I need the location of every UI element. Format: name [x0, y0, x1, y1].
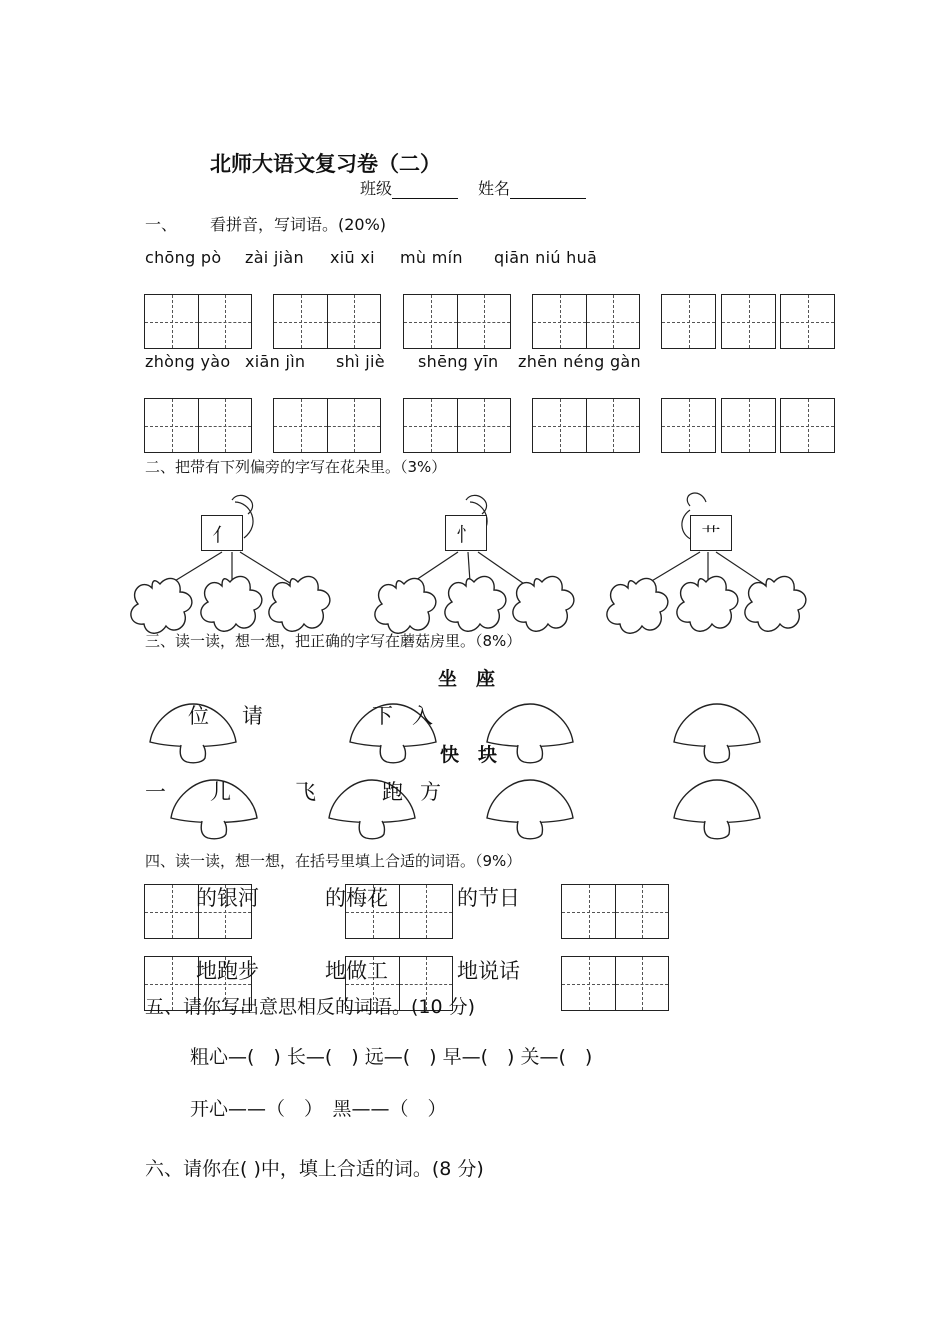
mushroom-char: 儿	[210, 780, 231, 804]
section1-heading: 看拼音，写词语。(20%)	[210, 215, 387, 234]
pinyin-1-5: qiān niú huā	[494, 248, 598, 267]
section4-heading: 四、读一读，想一想，在括号里填上合适的词语。（9%）	[145, 852, 522, 870]
writing-grid[interactable]	[403, 294, 511, 349]
radical-box-1: 亻	[201, 515, 243, 551]
pinyin-2-4: shēng yīn	[418, 352, 499, 371]
mushroom-char: 跑	[382, 780, 403, 804]
phrase-suffix: 地跑步	[196, 959, 259, 983]
mushroom-char: 位	[188, 704, 209, 728]
pinyin-2-1: zhòng yào	[145, 352, 231, 371]
class-label: 班级	[360, 179, 393, 198]
mushroom-char: 一	[145, 780, 166, 804]
phrase-suffix: 地说话	[457, 959, 520, 983]
phrase-suffix: 的梅花	[325, 886, 388, 910]
pinyin-2-2: xiān jìn	[245, 352, 306, 371]
section2-heading: 二、把带有下列偏旁的字写在花朵里。（3%）	[145, 458, 447, 476]
section5-heading: 五、请你写出意思相反的词语。(10 分)	[145, 996, 476, 1018]
char-pair-2: 快 块	[440, 744, 498, 766]
name-label: 姓名	[478, 179, 511, 198]
writing-grid[interactable]	[144, 398, 252, 453]
writing-grid[interactable]	[532, 294, 640, 349]
writing-grid[interactable]	[661, 294, 716, 349]
pinyin-2-5: zhēn néng gàn	[518, 352, 641, 371]
pinyin-2-3: shì jiè	[336, 352, 385, 371]
writing-grid[interactable]	[721, 398, 776, 453]
writing-grid[interactable]	[721, 294, 776, 349]
writing-grid[interactable]	[144, 294, 252, 349]
writing-grid[interactable]	[561, 956, 669, 1011]
writing-grid[interactable]	[561, 884, 669, 939]
pinyin-1-1: chōng pò	[145, 248, 222, 267]
flower-diagram	[0, 490, 950, 640]
writing-grid[interactable]	[403, 398, 511, 453]
radical-box-2: 忄	[445, 515, 487, 551]
section3-heading: 三、读一读，想一想，把正确的字写在蘑菇房里。（8%）	[145, 632, 522, 650]
radical-box-3: 艹	[690, 515, 732, 551]
mushroom-char: 方	[420, 780, 441, 804]
phrase-suffix: 的银河	[196, 886, 259, 910]
pinyin-1-2: zài jiàn	[245, 248, 304, 267]
mushroom-char: 入	[412, 704, 433, 728]
pinyin-1-4: mù mín	[400, 248, 463, 267]
writing-grid[interactable]	[780, 294, 835, 349]
writing-grid[interactable]	[273, 294, 381, 349]
class-field[interactable]	[360, 176, 458, 199]
writing-grid[interactable]	[661, 398, 716, 453]
page-title: 北师大语文复习卷（二）	[210, 152, 441, 176]
section6-heading: 六、请你在( )中，填上合适的词。(8 分)	[145, 1158, 484, 1180]
mushroom-char: 飞	[295, 780, 316, 804]
mushroom-char: 请	[242, 704, 263, 728]
mushroom-char: 下	[372, 704, 393, 728]
name-field[interactable]	[478, 176, 586, 199]
writing-grid[interactable]	[532, 398, 640, 453]
phrase-suffix: 的节日	[457, 886, 520, 910]
phrase-suffix: 地做工	[325, 959, 388, 983]
char-pair-1: 坐 座	[438, 668, 496, 690]
antonym-line-1: 粗心—( ) 长—( ) 远—( ) 早—( ) 关—( )	[190, 1046, 593, 1068]
pinyin-1-3: xiū xi	[330, 248, 375, 267]
section1-number: 一、	[145, 215, 178, 234]
antonym-line-2: 开心——（ ） 黑——（ ）	[190, 1098, 447, 1120]
writing-grid[interactable]	[780, 398, 835, 453]
writing-grid[interactable]	[273, 398, 381, 453]
